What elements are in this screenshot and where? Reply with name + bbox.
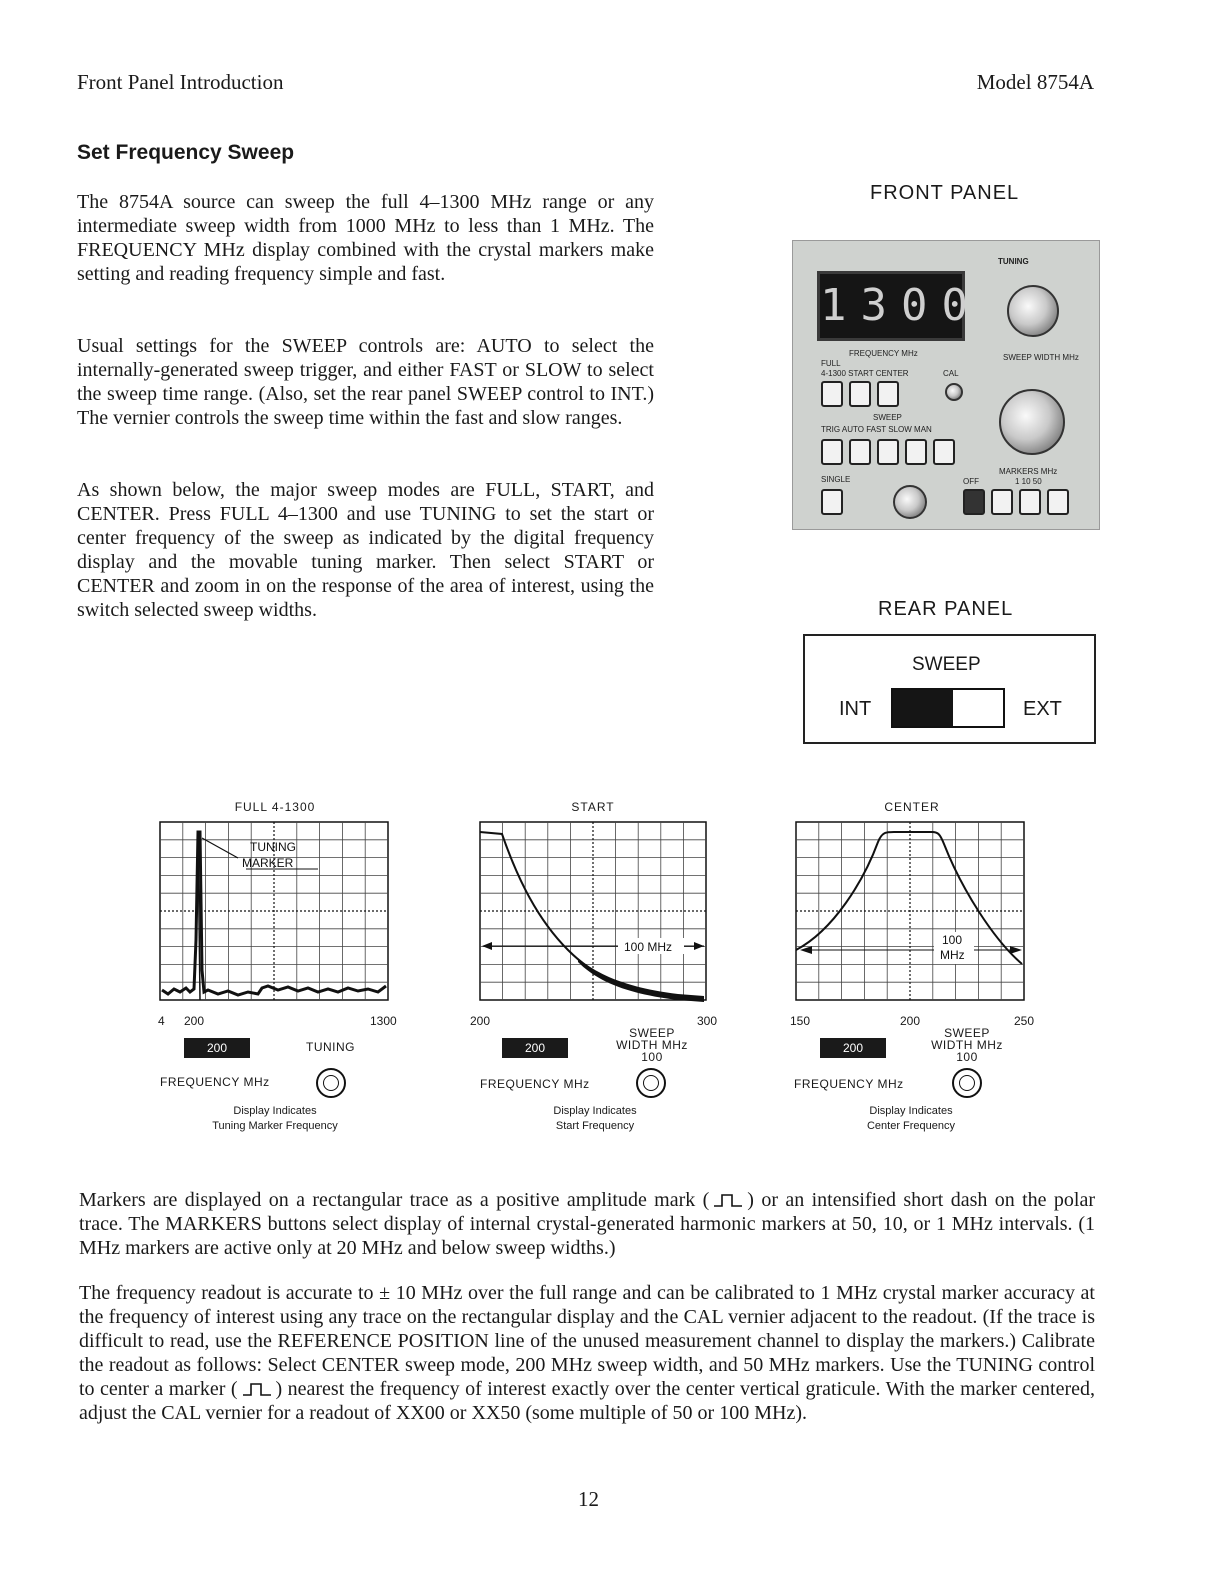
- center-button[interactable]: [877, 381, 899, 407]
- markers-50-button[interactable]: [1047, 489, 1069, 515]
- slow-button[interactable]: [905, 439, 927, 465]
- graph-start-caption-line2: Start Frequency: [555, 1120, 635, 1132]
- graph-center-display: [794, 820, 1028, 1004]
- graph-center-knob-label: [922, 1027, 1012, 1063]
- single-button[interactable]: [821, 489, 843, 515]
- rear-panel-box: [803, 634, 1096, 744]
- graph-full-display: [158, 820, 392, 1004]
- sweep-width-knob[interactable]: [999, 389, 1065, 455]
- graph-center-knob-icon: [952, 1068, 982, 1098]
- graph-center-tick-250: 250: [1014, 1014, 1035, 1028]
- running-header-left: Front Panel Introduction: [77, 70, 284, 94]
- tuning-knob[interactable]: [1007, 285, 1059, 337]
- sweep-row-label: TRIG AUTO FAST SLOW MAN: [821, 425, 932, 434]
- graph-center-caption: [816, 1104, 1006, 1134]
- graph-full-caption-line2: Tuning Marker Frequency: [212, 1120, 338, 1132]
- paragraph-calibration-part1: The frequency readout is accurate to ± 10 MHz over the full range and can be calibrated to 1 MHz crystal marker accuracy at the frequency of interest using any trace on the rectangular display and the CAL vernier adjacent to the readout. (If the trace is difficult to read, use the REFERENCE POSITION line of the unused measurement channel to display the markers.) Calibrate the readout as follows: Select CENTER sweep mode, 200 MHz sweep width, and 50 MHz markers. Use the TUNING control to center a marker (: [79, 1282, 1095, 1400]
- rear-ext-label: EXT: [1023, 698, 1062, 720]
- rear-sweep-label: SWEEP: [912, 654, 981, 675]
- paragraph-markers-part2: ) or an intensified short dash on the polar trace. The MARKERS buttons select display of internal crystal-generated harmonic markers at 50, 10, or 1 MHz intervals. (1 MHz markers are active only at 20 MHz and below sweep widths.): [79, 1189, 1095, 1259]
- mode-row-label: 4-1300 START CENTER: [821, 369, 909, 378]
- graph-start-frequency-label: FREQUENCY MHz: [480, 1077, 590, 1091]
- graph-full-caption-line1: Display Indicates: [233, 1105, 317, 1117]
- fast-button[interactable]: [877, 439, 899, 465]
- graph-center-tick-150: 150: [790, 1014, 811, 1028]
- cal-label: CAL: [943, 369, 959, 378]
- graph-center-tick-200: 200: [900, 1014, 921, 1028]
- man-button[interactable]: [933, 439, 955, 465]
- graph-start-tick-200: 200: [470, 1014, 491, 1028]
- rear-int-label: INT: [839, 698, 872, 720]
- graph-full-tick-1300: 1300: [370, 1014, 397, 1028]
- markers-1-button[interactable]: [991, 489, 1013, 515]
- graph-center-annotation-2: MHz: [940, 948, 965, 962]
- tuning-label: TUNING: [998, 257, 1029, 266]
- graph-center-knob-label-line2: WIDTH MHz: [931, 1038, 1003, 1052]
- rear-sweep-switch-lever: [893, 690, 953, 726]
- graph-full-knob-icon: [316, 1068, 346, 1098]
- single-label: SINGLE: [821, 475, 851, 484]
- sweep-width-label: SWEEP WIDTH MHz: [1003, 353, 1079, 362]
- graph-start-knob-icon: [636, 1068, 666, 1098]
- graph-full-readout: 200: [184, 1038, 250, 1058]
- graph-full-title: FULL 4-1300: [234, 800, 316, 814]
- rear-panel-title: REAR PANEL: [878, 598, 1014, 620]
- auto-button[interactable]: [849, 439, 871, 465]
- paragraph-sweep-modes: As shown below, the major sweep modes are FULL, START, and CENTER. Press FULL 4–1300 and use TUNING to set the start or center frequency of the sweep as indicated by the digital frequency display and the movable tuning marker. Then select START or CENTER and zoom in on the response of the area of interest, using the switch selected sweep widths.: [77, 479, 654, 621]
- graph-center-annotation-1: 100: [942, 933, 963, 947]
- markers-10-button[interactable]: [1019, 489, 1041, 515]
- graph-center-knob-label-line3: 100: [956, 1050, 978, 1064]
- graph-start-knob-label-line3: 100: [641, 1050, 663, 1064]
- graph-center-caption-line1: Display Indicates: [869, 1105, 953, 1117]
- trig-button[interactable]: [821, 439, 843, 465]
- graph-start-knob-label-line2: WIDTH MHz: [616, 1038, 688, 1052]
- graph-start-annotation: 100 MHz: [624, 940, 673, 954]
- graph-full-knob-label: TUNING: [306, 1040, 355, 1054]
- graph-start-knob-label-line1: SWEEP: [629, 1026, 675, 1040]
- paragraph-markers: [79, 1188, 1095, 1260]
- front-panel-title: FRONT PANEL: [870, 182, 1020, 204]
- graph-full-caption: [180, 1104, 370, 1134]
- graph-full-tick-200: 200: [184, 1014, 205, 1028]
- section-title: Set Frequency Sweep: [77, 141, 295, 164]
- graph-start-title: START: [571, 800, 615, 814]
- frequency-label: FREQUENCY MHz: [849, 349, 918, 358]
- rear-sweep-switch[interactable]: [891, 688, 1005, 728]
- paragraph-markers-part1: Markers are displayed on a rectangular trace as a positive amplitude mark (: [79, 1189, 710, 1211]
- full-button[interactable]: [821, 381, 843, 407]
- graph-center-knob-label-line1: SWEEP: [944, 1026, 990, 1040]
- markers-values-label: 1 10 50: [1015, 477, 1042, 486]
- paragraph-sweep-controls: Usual settings for the SWEEP controls are: AUTO to select the internally-generated sweep trigger, and either FAST or SLOW to select the sweep time range. (Also, set the rear panel SWEEP control to INT.) The vernier controls the sweep time within the fast and slow ranges.: [77, 335, 654, 429]
- markers-off-button[interactable]: [963, 489, 985, 515]
- running-header-right: Model 8754A: [976, 70, 1094, 94]
- graph-full-frequency-label: FREQUENCY MHz: [160, 1075, 270, 1089]
- markers-label: MARKERS MHz: [999, 467, 1058, 476]
- graph-full-tick-4: 4: [158, 1014, 165, 1028]
- graph-start-knob-label: [608, 1027, 696, 1063]
- paragraph-calibration-part2: ) nearest the frequency of interest exactly over the center vertical graticule. With the marker centered, adjust the CAL vernier for a readout of XX00 or XX50 (some multiple of 50 or 100 MHz).: [79, 1378, 1095, 1424]
- paragraph-calibration: [79, 1281, 1095, 1425]
- graph-center-caption-line2: Center Frequency: [866, 1120, 956, 1132]
- full-label: FULL: [821, 359, 841, 368]
- sweep-time-vernier-knob[interactable]: [893, 485, 927, 519]
- frequency-display: 1300: [817, 271, 965, 341]
- graph-start-readout: 200: [502, 1038, 568, 1058]
- marker-pulse-icon: [242, 1382, 272, 1396]
- marker-pulse-icon: [713, 1193, 743, 1207]
- graph-start-display: [478, 820, 710, 1004]
- page-number: 12: [578, 1487, 599, 1511]
- graph-center-title: CENTER: [884, 800, 940, 814]
- graph-center-readout: 200: [820, 1038, 886, 1058]
- graph-full-annotation-1: TUNING: [250, 840, 296, 854]
- graph-start-caption-line1: Display Indicates: [553, 1105, 637, 1117]
- markers-off-label: OFF: [963, 477, 979, 486]
- start-button[interactable]: [849, 381, 871, 407]
- front-panel-photo: [792, 240, 1100, 530]
- graph-center-frequency-label: FREQUENCY MHz: [794, 1077, 904, 1091]
- graph-full-annotation-2: MARKER: [242, 856, 294, 870]
- graph-start-tick-300: 300: [697, 1014, 718, 1028]
- cal-vernier-knob[interactable]: [945, 383, 963, 401]
- graph-start-caption: [500, 1104, 690, 1134]
- sweep-group-label: SWEEP: [873, 413, 902, 422]
- paragraph-intro: The 8754A source can sweep the full 4–1300 MHz range or any intermediate sweep width from 1000 MHz to less than 1 MHz. The FREQUENCY MHz display combined with the crystal markers make setting and reading frequency simple and fast.: [77, 191, 654, 285]
